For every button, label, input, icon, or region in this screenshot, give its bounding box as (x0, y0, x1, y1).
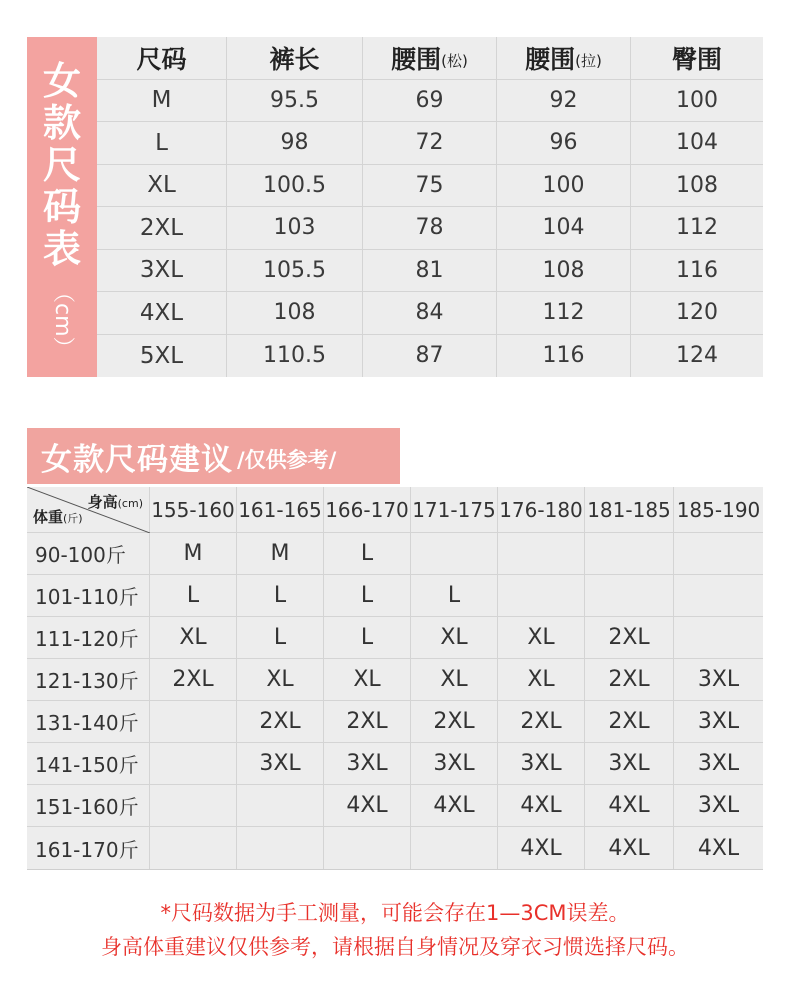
note-line: *尺码数据为手工测量，可能会存在1—3CM误差。 (160, 901, 630, 925)
recommended-size-cell: XL (498, 617, 585, 659)
recommended-size-cell: 2XL (585, 701, 674, 743)
corner-height-unit: (cm) (117, 497, 143, 510)
recommended-size-cell: M (237, 533, 324, 575)
height-range-header: 181-185 (585, 487, 674, 533)
recommended-size-cell (674, 617, 763, 659)
recommended-size-cell: 3XL (674, 785, 763, 827)
size-chart-table (27, 37, 763, 377)
size-chart-side-title (27, 37, 97, 377)
size-value-cell: 69 (363, 80, 497, 123)
recommended-size-cell (411, 533, 498, 575)
size-value-cell: 95.5 (227, 80, 363, 123)
height-range-header: 185-190 (674, 487, 763, 533)
corner-weight-label (33, 506, 83, 527)
recommended-size-cell: 2XL (150, 659, 237, 701)
size-value-cell: 100.5 (227, 165, 363, 208)
recommended-size-cell: L (237, 575, 324, 617)
footnotes (0, 896, 790, 964)
size-value-cell: 108 (227, 292, 363, 335)
size-value-cell: 100 (497, 165, 631, 208)
recommendation-table (27, 487, 763, 870)
recommended-size-cell: L (411, 575, 498, 617)
recommended-size-cell: XL (150, 617, 237, 659)
recommended-size-cell: 2XL (585, 659, 674, 701)
size-value-cell: 104 (497, 207, 631, 250)
header-label: 裤长 (269, 44, 320, 74)
recommended-size-cell: 4XL (498, 827, 585, 869)
recommended-size-cell: 4XL (585, 827, 674, 869)
size-label-cell: M (97, 80, 227, 123)
header-label: 臀围 (671, 44, 722, 74)
recommended-size-cell (324, 827, 411, 869)
size-label-cell: 5XL (97, 335, 227, 378)
weight-range-cell: 101-110斤 (27, 575, 150, 617)
size-value-cell: 104 (631, 122, 763, 165)
recommended-size-cell (411, 827, 498, 869)
header-label: 尺码 (136, 44, 187, 74)
height-range-header: 171-175 (411, 487, 498, 533)
recommended-size-cell: 2XL (585, 617, 674, 659)
size-chart-header-cell (97, 37, 227, 80)
size-value-cell: 108 (497, 250, 631, 293)
banner-title: 女款尺码建议 (41, 441, 233, 478)
recommended-size-cell (674, 575, 763, 617)
size-value-cell: 92 (497, 80, 631, 123)
recommended-size-cell (150, 785, 237, 827)
recommended-size-cell: 2XL (324, 701, 411, 743)
corner-weight-unit: (斤) (63, 512, 83, 525)
recommended-size-cell: L (237, 617, 324, 659)
size-value-cell: 84 (363, 292, 497, 335)
recommended-size-cell: 3XL (674, 659, 763, 701)
corner-height-label (88, 491, 143, 512)
recommended-size-cell: XL (411, 659, 498, 701)
header-sublabel: (拉) (575, 52, 602, 71)
recommended-size-cell (498, 575, 585, 617)
size-value-cell: 98 (227, 122, 363, 165)
size-value-cell: 87 (363, 335, 497, 378)
size-value-cell: 110.5 (227, 335, 363, 378)
size-value-cell: 78 (363, 207, 497, 250)
size-value-cell: 108 (631, 165, 763, 208)
size-chart-grid (97, 37, 763, 377)
size-label-cell: 2XL (97, 207, 227, 250)
recommended-size-cell (585, 575, 674, 617)
size-label-cell: 4XL (97, 292, 227, 335)
height-range-header: 176-180 (498, 487, 585, 533)
recommended-size-cell: XL (411, 617, 498, 659)
recommended-size-cell: 3XL (237, 743, 324, 785)
size-value-cell: 105.5 (227, 250, 363, 293)
recommended-size-cell: 2XL (411, 701, 498, 743)
size-value-cell: 124 (676, 343, 718, 369)
corner-weight-text: 体重 (33, 508, 64, 526)
size-value-cell: 116 (497, 335, 631, 378)
weight-range-cell: 121-130斤 (27, 659, 150, 701)
height-range-header: 161-165 (237, 487, 324, 533)
recommended-size-cell: 4XL (585, 785, 674, 827)
recommended-size-cell: 3XL (674, 701, 763, 743)
recommended-size-cell: 3XL (324, 743, 411, 785)
recommended-size-cell: XL (324, 659, 411, 701)
recommended-size-cell (585, 533, 674, 575)
recommended-size-cell: 3XL (498, 743, 585, 785)
size-label-cell: 3XL (97, 250, 227, 293)
side-title-char: 女 (42, 59, 81, 103)
recommended-size-cell: 2XL (498, 701, 585, 743)
size-value-cell: 81 (363, 250, 497, 293)
size-chart-header-cell (227, 37, 363, 80)
size-value-cell: 120 (631, 292, 763, 335)
weight-range-cell: 111-120斤 (27, 617, 150, 659)
recommended-size-cell: 4XL (324, 785, 411, 827)
size-value-cell: 75 (363, 165, 497, 208)
size-value-cell: 100 (631, 80, 763, 123)
header-sublabel: (松) (441, 52, 468, 71)
size-chart-header-cell (631, 37, 763, 80)
height-range-header: 166-170 (324, 487, 411, 533)
size-value-cell: 112 (631, 207, 763, 250)
recommended-size-cell (237, 785, 324, 827)
weight-range-cell: 141-150斤 (27, 743, 150, 785)
recommended-size-cell (674, 533, 763, 575)
side-title-char: 表 (42, 227, 81, 271)
recommended-size-cell: 4XL (697, 835, 740, 861)
recommended-size-cell: M (150, 533, 237, 575)
size-value-cell: 72 (363, 122, 497, 165)
recommended-size-cell: 3XL (674, 743, 763, 785)
height-range-header: 155-160 (150, 487, 237, 533)
size-value-cell: 112 (497, 292, 631, 335)
header-label: 腰围 (391, 44, 442, 74)
recommended-size-cell: 4XL (411, 785, 498, 827)
header-label: 腰围 (525, 44, 576, 74)
weight-range-cell: 131-140斤 (27, 701, 150, 743)
recommended-size-cell (150, 743, 237, 785)
corner-height-text: 身高 (87, 493, 118, 511)
recommended-size-cell: 4XL (498, 785, 585, 827)
recommended-size-cell (150, 827, 237, 869)
recommendation-banner (27, 428, 400, 484)
side-title-char: 款 (42, 101, 81, 145)
size-chart-header-cell (497, 37, 631, 80)
recommended-size-cell: L (150, 575, 237, 617)
recommended-size-cell (498, 533, 585, 575)
weight-range-cell: 151-160斤 (27, 785, 150, 827)
recommended-size-cell: 3XL (411, 743, 498, 785)
side-title-unit: （cm） (50, 281, 75, 359)
size-value-cell: 96 (497, 122, 631, 165)
size-label-cell: L (97, 122, 227, 165)
side-title-char: 码 (42, 185, 81, 229)
note-line: 身高体重建议仅供参考，请根据自身情况及穿衣习惯选择尺码。 (101, 935, 689, 959)
recommended-size-cell: XL (498, 659, 585, 701)
size-chart-header-cell (363, 37, 497, 80)
recommended-size-cell: 2XL (237, 701, 324, 743)
weight-range-cell: 90-100斤 (27, 533, 150, 575)
size-value-cell: 103 (227, 207, 363, 250)
recommended-size-cell: L (324, 533, 411, 575)
recommended-size-cell: L (324, 617, 411, 659)
table-corner-cell (27, 487, 150, 533)
recommended-size-cell: L (324, 575, 411, 617)
weight-range-cell: 161-170斤 (27, 827, 150, 869)
side-title-char: 尺 (42, 143, 81, 187)
size-value-cell: 116 (631, 250, 763, 293)
recommended-size-cell: 3XL (585, 743, 674, 785)
recommended-size-cell: XL (237, 659, 324, 701)
recommended-size-cell (150, 701, 237, 743)
recommended-size-cell (237, 827, 324, 869)
size-label-cell: XL (97, 165, 227, 208)
banner-subtitle: /仅供参考/ (237, 448, 337, 472)
